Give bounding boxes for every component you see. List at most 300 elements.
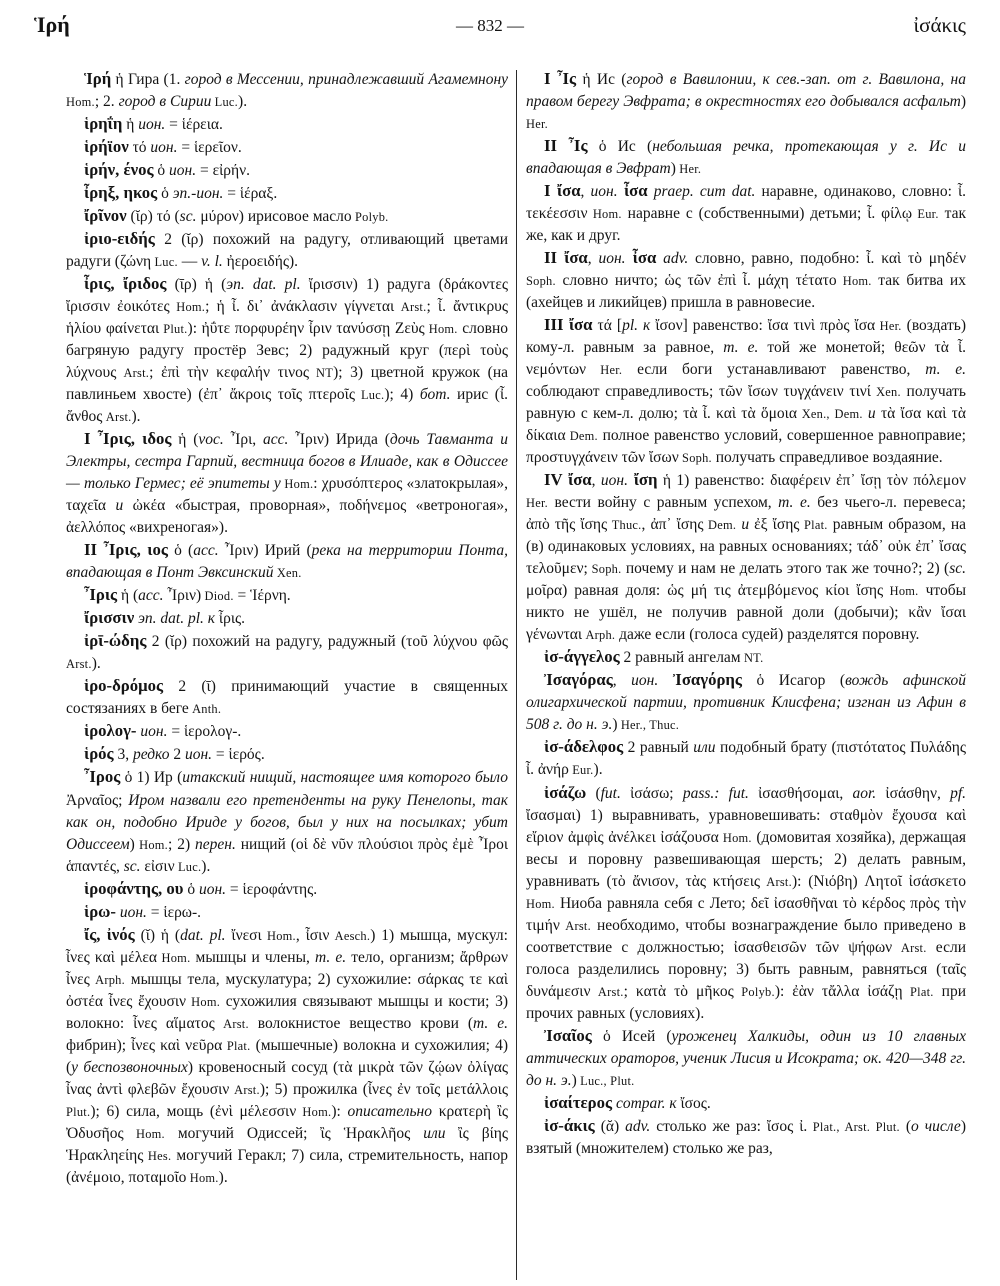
dictionary-entry	[66, 136, 508, 159]
entry-text: мышцы и члены,	[190, 948, 315, 966]
italic-gloss: и	[736, 516, 750, 534]
source-abbreviation: Hom.	[883, 584, 919, 599]
headword: Ἶρις	[84, 585, 118, 605]
entry-text: волокнистое вещество крови (	[248, 1014, 474, 1032]
entry-text: наравне, одинаково, словно: ἶ. τεκέεσσιν	[526, 183, 967, 223]
entry-text: ): ἐὰν τἄλλα ἰσάζῃ	[774, 982, 903, 1000]
left-column	[66, 68, 508, 1189]
italic-gloss: эп. dat. pl.	[226, 276, 301, 294]
headword: II Ἶς	[544, 136, 588, 156]
dictionary-entry	[526, 1092, 966, 1115]
source-abbreviation: Her.	[875, 319, 902, 334]
headword: ἴση	[628, 470, 658, 490]
entry-text: )	[571, 1071, 577, 1089]
entry-text: (	[899, 1117, 912, 1135]
entry-text: : χρυσόπτερος «златокрылая», ταχεῖα	[66, 475, 508, 515]
entry-text: ).	[238, 93, 248, 111]
entry-text: ); 6) сила, мощь (ἐνὶ μέλεσσιν	[90, 1102, 297, 1120]
entry-text: , ἀπ᾽ ἴσης	[641, 516, 704, 534]
italic-gloss: перен.	[195, 835, 236, 853]
entry-text: ἰσασθήσομαι,	[748, 784, 853, 802]
italic-gloss: дочь Тавманта и Электры, сестра Гарпий, вестница богов в Илиаде, как в Одиссее — только Гермес; её эпитеты у	[66, 431, 509, 493]
source-abbreviation: Hom.	[123, 1126, 165, 1141]
headword: ἱρήν, ένος	[84, 160, 154, 180]
italic-gloss: бот.	[419, 386, 451, 404]
headword: ἴρισσιν	[84, 608, 135, 628]
entry-text: (ῐρ) τό (	[126, 208, 180, 226]
dictionary-entry	[526, 669, 966, 736]
entry-text: если голоса разделились поровну; 3) быть равным, равняться (ταῖς δυνάμεσιν	[526, 938, 966, 1000]
entry-text: = ἱέρεια.	[165, 116, 223, 134]
entry-text: тело, организм; ἄρθρων ἶνες	[66, 948, 509, 988]
entry-text: ὁ	[157, 185, 173, 203]
italic-gloss: описательно	[347, 1102, 432, 1120]
source-abbreviation: Arst.	[102, 410, 132, 425]
source-abbreviation: Eur.	[912, 207, 939, 222]
headword: Ἰσαγόρης	[658, 670, 742, 690]
entry-text: ).	[91, 655, 101, 673]
entry-text: ἡ (	[171, 431, 199, 449]
entry-text: фибрин); ἶνες καὶ νεῦρα	[66, 1036, 223, 1054]
entry-text: так же, как и друг.	[526, 205, 966, 245]
entry-text: = ἱέραξ.	[223, 185, 278, 203]
headword: ἶρις, ἴριδος	[84, 274, 167, 294]
italic-gloss: sc.	[123, 857, 141, 875]
source-abbreviation: Luc.	[174, 859, 202, 874]
entry-text: ἲς βίης Ἡρακληείης	[66, 1124, 508, 1164]
italic-gloss: эп. dat. pl. к	[134, 610, 216, 628]
source-abbreviation: Soph.	[678, 451, 712, 466]
source-abbreviation: Luc.	[354, 388, 385, 403]
source-abbreviation: Hom.	[718, 830, 752, 845]
italic-gloss: т. е.	[473, 1014, 508, 1032]
dictionary-entry	[526, 314, 966, 469]
source-abbreviation: Plat.	[902, 984, 934, 999]
entry-text: ).	[593, 761, 603, 779]
italic-gloss: уроженец Халкиды, один из 10 главных аттических ораторов, ученик Лисия и Исократа; ок. 420—348 гг. до н. э.	[526, 1027, 966, 1089]
entry-text: ; 2)	[168, 835, 196, 853]
entry-text: могучий Геракл; 7) сила, стремительность, напор (ἀνέμοιο, ποταμοῖο	[66, 1146, 508, 1186]
entry-text: = Ἱέρνη.	[233, 587, 291, 605]
source-abbreviation: Plat.	[222, 1038, 251, 1053]
source-abbreviation: Hom.	[587, 207, 622, 222]
dictionary-entry	[66, 68, 508, 113]
entry-text: мышцы тела, мускулатура; 2) сухожилие: σάρκας τε καὶ ὀστέα ἶνες ἔχουσιν	[66, 970, 508, 1010]
headword: ἶσα	[625, 248, 657, 268]
italic-gloss: adv.	[656, 250, 689, 268]
source-abbreviation: Hom.	[424, 322, 458, 337]
entry-text: )	[960, 93, 966, 111]
source-abbreviation: Aesch.	[329, 928, 371, 943]
entry-text: Ἶρι,	[223, 431, 264, 449]
entry-text: τό	[128, 139, 151, 157]
entry-text: нищий (οἱ δὲ νῦν πλούσιοι πρὸς ἐμὲ Ἶροι ἁπαντές,	[66, 835, 508, 875]
entry-text: если боги устанавливают равенство,	[622, 361, 926, 379]
entry-text: даже если (голоса судей) разделятся поровну.	[615, 626, 920, 644]
italic-gloss: город в Сирии	[118, 93, 212, 111]
entry-text: ); 5) прожилка (ἶνες ἐν τοῖς μετάλλοις	[259, 1080, 508, 1098]
dictionary-entry	[526, 782, 966, 1025]
entry-text: ; κατὰ τὸ μῆκος	[623, 982, 734, 1000]
entry-text: 2 (ῐρ) похожий на радугу, отливающий цветами радуги (ζώνη	[66, 231, 508, 271]
dictionary-entry	[526, 135, 966, 180]
entry-text: ) взятый (множителем) столько же раз,	[526, 1117, 966, 1157]
source-abbreviation: Hom.	[186, 994, 221, 1009]
headword: ἱρω-	[84, 901, 116, 921]
source-abbreviation: Her.	[586, 363, 623, 378]
headword: ἱρήϊον	[84, 137, 129, 157]
italic-gloss: ион.	[631, 672, 659, 690]
running-head-first-word: Ἱρή	[34, 12, 70, 37]
headword: ἴρῖνον	[84, 206, 127, 226]
italic-gloss: ион.	[600, 472, 628, 490]
entry-text: ἴσος.	[676, 1094, 711, 1112]
entry-text: μύρον) ирисовое масло	[196, 208, 352, 226]
source-abbreviation: Her.	[526, 117, 548, 132]
entry-text: 2 (ῑ) принимающий участие в священных состязаниях в беге	[66, 678, 508, 718]
dictionary-entry	[66, 766, 508, 877]
italic-gloss: aor.	[852, 784, 877, 802]
entry-text: ): ἠΰτε πορφυρέην ἶριν τανύσσῃ Ζεὺς	[187, 320, 425, 338]
italic-gloss: эп.-ион.	[172, 185, 224, 203]
entry-text: ,	[587, 250, 599, 268]
entry-text: без чьего-л. перевеса; ἀπὸ τῆς ἴσης	[526, 494, 966, 534]
entry-text: чтобы никто не ушёл, не получив равной доли (добычи); κἂν ἴσαι γένωνται	[526, 582, 966, 644]
entry-text: = εἰρήν.	[196, 162, 251, 180]
headword: ἰρῑ-ώδης	[84, 631, 147, 651]
source-abbreviation: Eur.	[568, 763, 594, 778]
source-abbreviation: Polyb.	[733, 984, 775, 999]
italic-gloss: Иром назвали его претенденты на руку Пенелопы, так как он, подобно Ириде у богов, был у них на посылках; убит Одиссеем	[66, 791, 508, 853]
entry-text: ὁ Исей (	[591, 1027, 672, 1045]
entry-text: ,	[612, 672, 632, 690]
italic-gloss: v. l.	[201, 253, 223, 271]
dictionary-entry	[526, 646, 966, 669]
entry-text: εἰσιν	[140, 857, 175, 875]
entry-text: ὁ Ис (	[587, 138, 653, 156]
italic-gloss: у беспозвоночных	[71, 1058, 188, 1076]
source-abbreviation: Hes.	[143, 1148, 172, 1163]
entry-text: ἡ 1) равенство: διαφέρειν ἐπ᾽ ἴσῃ τὸν πόλεμον	[657, 472, 966, 490]
italic-gloss: или	[693, 739, 716, 757]
italic-gloss: acc.	[138, 587, 164, 605]
entry-text: 2 (ῐρ) похожий на радугу, радужный (τοῦ λύχνου φῶς	[146, 633, 508, 651]
entry-text: τὰ ἴσα καὶ τὰ δίκαια	[526, 405, 967, 445]
source-abbreviation: Luc.	[151, 255, 178, 270]
entry-text: словно ничто; ὡς τῶν ἐπὶ ἶ. μάχη τέτατο	[555, 272, 837, 290]
source-abbreviation: Hom.	[169, 300, 206, 315]
headword: ἱρηΐη	[84, 114, 123, 134]
source-abbreviation: Arph.	[89, 972, 125, 987]
headword: Ἱρή	[84, 69, 112, 88]
source-abbreviation: Arst.	[66, 657, 92, 672]
entry-text: Ἀρναῖος;	[66, 791, 129, 809]
headword: ἶρηξ, ηκος	[84, 183, 158, 203]
italic-gloss: acc.	[193, 542, 219, 560]
italic-gloss: compar. к	[612, 1094, 677, 1112]
entry-text: 2	[169, 746, 185, 764]
italic-gloss: adv.	[625, 1117, 651, 1135]
dictionary-entry	[66, 720, 508, 743]
entry-text: ὁ Исагор (	[741, 672, 846, 690]
dictionary-entry	[66, 182, 508, 205]
dictionary-entry	[66, 743, 508, 766]
dictionary-entry	[66, 228, 508, 273]
entry-text: ἐξ ἴσης	[749, 516, 800, 534]
italic-gloss: город в Вавилонии, к сев.-зап. от г. Вавилона, на правом берегу Эвфрата; в окрестностях его добывался асфальт	[526, 71, 966, 111]
dictionary-entry	[66, 924, 508, 1189]
source-abbreviation: Xen.	[273, 566, 302, 581]
source-abbreviation: Luc.	[211, 95, 239, 110]
italic-gloss: ион.	[590, 183, 618, 201]
entry-text: —	[177, 253, 202, 271]
entry-text: ἰσάσω;	[620, 784, 683, 802]
entry-text: ἴσασμαι) 1) выравнивать, уравновешивать: σταθμὸν ἔχουσα καὶ εἴριον ἀμφὶς ἀνέλκει ἰσάζουσα	[526, 806, 966, 846]
headword: II Ἶρις, ιος	[84, 540, 168, 560]
entry-text: ; 2.	[94, 93, 119, 111]
entry-text: ; ἐπὶ τὴν κεφαλήν τινος	[149, 364, 309, 382]
italic-gloss: acc.	[263, 431, 289, 449]
source-abbreviation: Hom.	[526, 896, 555, 911]
source-abbreviation: Hom.	[836, 274, 872, 289]
headword: III ἴσα	[544, 315, 593, 335]
entry-text: (ῐ) ἡ (	[134, 926, 181, 944]
italic-gloss: voc.	[198, 431, 224, 449]
entry-text: словно багряную радугу простёр Зевс; 2) радужный круг (περὶ τοὺς λύχνους	[66, 320, 509, 382]
headword: Ἰσαγόρας	[544, 670, 613, 690]
entry-text: подобный брату (πιστότατος Πυλάδης ἶ. ἀνήρ	[526, 739, 966, 779]
right-column	[526, 68, 966, 1160]
headword: II ἴσα	[544, 248, 588, 268]
dictionary-entry	[66, 205, 508, 228]
entry-text: ирис (ἶ. ἄνθος	[66, 386, 509, 426]
headword: Ἰσαῖος	[544, 1025, 592, 1045]
entry-text: μοῖρα) равная доля: ὡς μή τις ἀτεμβόμενος κίοι ἴσης	[526, 582, 884, 600]
entry-text: ὠκέα «быстрая, проворная», ποδήνεμος «ветроногая», ἀελλόπος «вихреногая»).	[66, 497, 509, 537]
source-abbreviation: Hom.	[134, 837, 169, 852]
source-abbreviation: Plut.	[66, 1104, 91, 1119]
headword: ἰσαίτερος	[544, 1092, 613, 1112]
entry-text: ): (Νιόβη) Λητοῖ ἰσάσκετο	[791, 872, 966, 890]
entry-text: ).	[218, 1168, 228, 1186]
entry-text: словно, равно, подобно: ἶ. καὶ τὸ μηδέν	[688, 250, 967, 268]
italic-gloss: pass.: fut.	[682, 784, 749, 802]
entry-text: ).	[201, 857, 211, 875]
entry-text: ):	[331, 1102, 348, 1120]
headword: ἰσ-άκις	[544, 1115, 595, 1135]
entry-text: (домовитая хозяйка), держащая весы и поровну развешивающая шерсть; 2) делать равным, уравнивать (τὸ ἄνισον, τὰς κτήσεις	[526, 828, 966, 890]
entry-text: (ᾰ)	[594, 1117, 626, 1135]
dictionary-entry	[66, 584, 508, 607]
dictionary-entry	[526, 469, 966, 646]
entry-text: ἡ	[122, 116, 139, 134]
entry-text: = ἱερω-.	[146, 903, 202, 921]
italic-gloss: город в Мессении, принадлежавший Агамемнону	[184, 71, 509, 88]
headword: ἶσα	[617, 181, 648, 201]
entry-text: ὁ	[183, 880, 199, 898]
headword: I ἴσα	[544, 181, 581, 201]
dictionary-entry	[66, 607, 508, 630]
entry-text: ; ἡ ἶ. δι᾽ ἀνάκλασιν γίγνεται	[205, 298, 395, 316]
entry-text: Ἶριν) Ирий (	[218, 542, 312, 560]
source-abbreviation: Xen., Dem.	[796, 407, 863, 422]
entry-text: τά [	[592, 317, 623, 335]
source-abbreviation: Her.	[675, 162, 702, 177]
entry-text: = ἱεροφάντης.	[226, 880, 318, 898]
entry-text: ,	[580, 183, 591, 201]
entry-text: той же монетой; θεῶν τὰ ἶ. νεμόντων	[526, 339, 966, 379]
source-abbreviation: Arst.	[229, 1082, 260, 1097]
source-abbreviation: Arst.	[394, 300, 427, 315]
entry-text: κρατερὴ ἲς Ὀδυσῆος	[66, 1102, 508, 1142]
dictionary-entry	[526, 1115, 966, 1160]
source-abbreviation: Hom.	[280, 477, 314, 492]
dictionary-entry	[66, 630, 508, 675]
entry-text: Ἶριν) Ирида (	[288, 431, 390, 449]
source-abbreviation: Plat.	[799, 518, 828, 533]
italic-gloss: и	[115, 497, 124, 515]
italic-gloss: или	[423, 1124, 446, 1142]
source-abbreviation: NT.	[740, 651, 764, 666]
source-abbreviation: Dem.	[703, 518, 737, 533]
italic-gloss: ион.	[184, 746, 213, 764]
headword: ἴς, ἰνός	[84, 924, 135, 944]
source-abbreviation: Diod.	[201, 589, 234, 604]
entry-text: равным образом, на (в) одинаковых условиях, на равных основаниях; τάδ᾽ οὐκ ἐπ᾽ ἴσας τελοῦμεν;	[526, 516, 966, 578]
source-abbreviation: Her.	[526, 496, 548, 511]
source-abbreviation: Arst.	[590, 984, 624, 999]
dictionary-entry	[66, 113, 508, 136]
source-abbreviation: Thuc.	[607, 518, 642, 533]
headword: Ἶρος	[84, 767, 121, 787]
headword: ἱρο-δρόμος	[84, 676, 164, 696]
headword: IV ἴσα	[544, 470, 592, 490]
headword: ἰσ-άδελφος	[544, 737, 624, 757]
dictionary-entry	[526, 1025, 966, 1092]
entry-text: )	[612, 716, 618, 734]
entry-text: ; ἶ. ἄντικρυς ἡλίου φαίνεται	[66, 298, 508, 338]
source-abbreviation: Soph.	[526, 274, 556, 289]
headword: ἰσ-άγγελος	[544, 647, 620, 667]
entry-text: ἰσάσθην,	[876, 784, 951, 802]
entry-text: при прочих равных (условиях).	[526, 982, 967, 1022]
entry-text: получать справедливое воздаяние.	[711, 449, 943, 467]
entry-text: 3,	[113, 746, 133, 764]
source-abbreviation: Hom.	[66, 95, 95, 110]
source-abbreviation: Dem.	[565, 429, 598, 444]
entry-text: (воздать) кому-л. равным за равное,	[526, 317, 967, 357]
source-abbreviation: Arst.	[559, 918, 591, 933]
dictionary-entry	[526, 247, 966, 314]
source-abbreviation: NT	[308, 366, 334, 381]
source-abbreviation: Xen.	[870, 385, 901, 400]
entry-text: )	[129, 835, 135, 853]
headword: I Ἶρις, ιδος	[84, 429, 172, 449]
entry-text: Ἶριν)	[163, 587, 202, 605]
entry-text: сухожилия связывают мышцы и кости; 3) волокно: ἶνες αἵματος	[66, 992, 509, 1032]
entry-text: ); 4)	[384, 386, 420, 404]
entry-text: полное равенство условий, совершенное равноправие; προστυγχάνειν τῶν ἴσων	[526, 427, 966, 467]
entry-text: ὁ 1) Ир (	[120, 769, 183, 787]
entry-text: соблюдают справедливость; τῶν ἴσων τυγχάνειν τινί	[526, 383, 871, 401]
entry-text: (	[586, 784, 601, 802]
entry-text: ἴρισσιν) 1) радуга (δράκοντες ἴρισσιν ἐοικότες	[66, 276, 509, 316]
entry-text: ) 1) мышца, мускул: ἶνες καὶ μέλεα	[66, 926, 508, 966]
entry-text: ,	[591, 472, 601, 490]
dictionary-entry	[66, 539, 508, 584]
source-abbreviation: Anth.	[188, 702, 222, 717]
source-abbreviation: Hom.	[156, 950, 191, 965]
entry-text: = ἱερός.	[212, 746, 265, 764]
entry-text: ἠεροειδής).	[222, 253, 299, 271]
italic-gloss: вождь афинской олигархической партии, противник Клисфена; изгнан из Афин в 508 г. до н. э.	[526, 672, 967, 734]
entry-text: необходимо, чтобы вознаграждение было приведено в соответствие с должностью; ἰσασθεισῶν τῶν ψήφων	[526, 916, 966, 956]
entry-text: ἡ (	[117, 587, 139, 605]
italic-gloss: т. е.	[925, 361, 966, 379]
italic-gloss: ион.	[169, 162, 197, 180]
entry-text: )	[670, 160, 676, 178]
headword: ἰσάζω	[544, 782, 587, 802]
source-abbreviation: Arst.	[116, 366, 150, 381]
italic-gloss: ион.	[138, 116, 166, 134]
entry-text: 2 равный	[623, 739, 694, 757]
running-head-last-word: ἰσάκις	[913, 13, 966, 37]
entry-text: ὁ	[153, 162, 170, 180]
source-abbreviation: Her., Thuc.	[617, 718, 680, 733]
entry-text: ἴσον] равенство: ἴσα τινὶ πρὸς ἴσα	[650, 317, 876, 335]
dictionary-entry	[66, 675, 508, 720]
dictionary-entry	[66, 878, 508, 901]
italic-gloss: т. е.	[315, 948, 347, 966]
italic-gloss: ион.	[136, 723, 168, 741]
entry-text: ἡ Ис (	[576, 71, 627, 88]
entry-text: наравне с (собственными) детьми; ἶ. φίλῳ	[621, 205, 913, 223]
headword: I Ἶς	[544, 69, 577, 88]
entry-text: (мышечные) волокна и сухожилия; 4) (	[66, 1036, 509, 1076]
page-number: — 832 —	[456, 16, 524, 35]
dictionary-entry	[526, 180, 966, 247]
entry-text: могучий Одиссей; ἲς Ἡρακλῆος	[164, 1124, 424, 1142]
entry-text: ἡ Гира (1.	[111, 71, 185, 88]
source-abbreviation: Plat., Arst. Plut.	[807, 1119, 900, 1134]
entry-text: ).	[131, 408, 141, 426]
entry-text: (ῑρ) ἡ (	[166, 276, 227, 294]
entry-text: Ниоба равняла себя с Лето; δεῖ ἰσασθῆναι τὸ κέρδος πρὸς τὴν τιμήν	[526, 894, 966, 934]
italic-gloss: ион.	[115, 903, 147, 921]
source-abbreviation: Arph.	[582, 628, 616, 643]
source-abbreviation: Hom.	[296, 1104, 332, 1119]
dictionary-entry	[526, 736, 966, 781]
italic-gloss: dat. pl.	[180, 926, 226, 944]
entry-text: = ἱερολογ-.	[167, 723, 242, 741]
entry-text: почему и нам не делать этого так же точно?; 2) (	[621, 560, 950, 578]
italic-gloss: ион.	[598, 250, 626, 268]
entry-text: ); 3) цветной кружок (на павлиньем хвосте) (ἐπ᾽ ἄκροις τοῖς πτεροῖς	[66, 364, 509, 404]
dictionary-entry	[526, 68, 966, 135]
entry-text: = ἱερεῖον.	[177, 139, 242, 157]
italic-gloss: praep. cum dat.	[647, 183, 756, 201]
source-abbreviation: Soph.	[587, 562, 622, 577]
italic-gloss: fut.	[600, 784, 621, 802]
italic-gloss: т. е.	[778, 494, 811, 512]
headword: ἱρός	[84, 744, 114, 764]
headword: ἱρολογ-	[84, 721, 137, 741]
entry-text: 2 равный ангелам	[619, 649, 741, 667]
dictionary-entry	[66, 159, 508, 182]
source-abbreviation: Arst.	[760, 874, 792, 889]
italic-gloss: редко	[132, 746, 170, 764]
source-abbreviation: Polyb.	[351, 210, 389, 225]
